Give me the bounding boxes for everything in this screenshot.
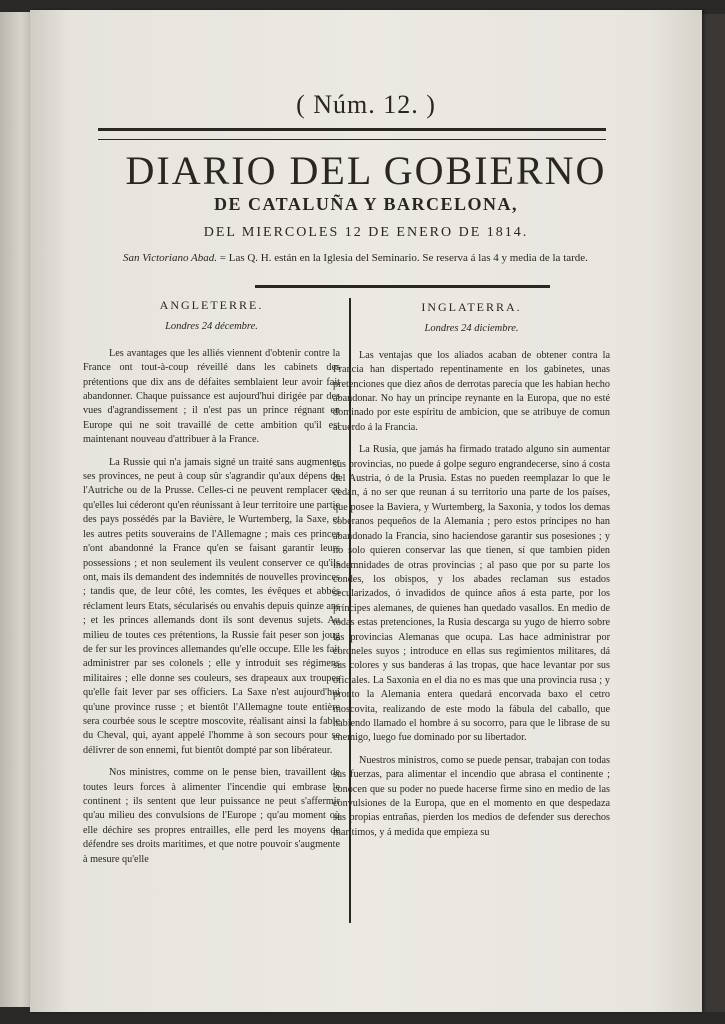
spanish-paragraph: Nuestros ministros, como se puede pensar, trabajan con todas sus fuerzas, para alimentar el incendio que abrasa el continente ; conocen que su poder no puede hacerse firme sino en medio de las convulsiones de la Europa, que en el momento en que despedaza sus propias entrañas, pierden los medios de defender sus derechos marítimos, y á medida que empieza su bbox=[333, 754, 610, 838]
french-paragraph: La Russie qui n'a jamais signé un traité sans augmenter ses provinces, ne peut à coup sûr s'agrandir qu'aux dépens de l'Autriche ou de la Prusse. Celles-ci ne peuvent remplacer ce qu'elles lui céderont qu'en réunissant à leur territoire une partie des pays possédés par la Bavière, le Wurtemberg, la Saxe, et les autres petits souverains de l'Allemagne ; mais ces princes n'ont abandonné la France qu'en se faisant garantir leurs possessions ; et non seulement ils veulent conserver ce qu'ils ont, mais ils demandent des indemnités de nouvelles provinces ; tandis que, de leur côté, les comtes, les évêques et abbés réclament leurs Etats, sécularisés ou envahis depuis quinze ans ; et les princes allemands dont ils sont devenus sujets. Au milieu de toutes ces prétentions, la Russie fait peser son joug de fer sur les provinces allemandes qu'elle occupe. Elle les fait administrer par ses colonels ; elle y introduit ses régimens militaires ; elle donne ses couleurs, ses drapeaux aux troupes qu'elle fait lever par ses officiers. La Saxe n'est aujourd'hui qu'une province russe ; et bientôt l'Allemagne toute entière sera courbée sous le sceptre moscovite, réalisant ainsi la fable du Cheval, qui, ayant appelé l'homme à son secours pour se délivrer de son ennemi, fut bientôt dompté par son libérateur. bbox=[83, 456, 340, 756]
french-paragraph: Nos ministres, comme on le pense bien, travaillent de toutes leurs forces à alimenter l'incendie qui embrase le continent ; ils sentent que leur puissance ne peut s'affermir qu'au milieu des convulsions de l'Europe ; qu'au moment où elle déchire ses propres entrailles, elle perd les moyens de défendre ses droits maritimes, et que notre pouvoir s'augmente à mesure qu'elle bbox=[83, 767, 340, 865]
masthead-title: DIARIO DEL GOBIERNO bbox=[125, 148, 607, 193]
spanish-paragraph: La Rusia, que jamás ha firmado tratado alguno sin aumentar sus provincias, no puede á golpe seguro engrandecerse, sino á costa del Austria, ó de la Prusia. Estas no pueden reemplazar lo que le cedan, á no ser que reunan á su territorio una parte de los países, que posee la Baviera, y Wurtemberg, la Saxonia, y todos los demas soberanos pequeños de la Alemania ; pero estos príncipes no han abandonado la Francia, sino haciendose garantir sus posesiones ; y no solo quieren conservar las que tienen, sí que tambien piden indemnidades de otras provincias ; al paso que por su parte los condes, los obispos, y los abades reclaman sus estados secularizados, ó invadidos de quince años á esta parte, por los príncipes alemanes, de quienes han quedado vasallos. En medio de todas estas pretenciones, la Rusia descarga su yugo de hierro sobre las provincias Alemanas que ocupa. Las hace administrar por coroneles suyos ; introduce en ellas sus regimientos militares, dá sus colores y sus banderas á las tropas, que hace levantar por sus oficiales. La Saxonia en el dia no es mas que una provincia rusa ; y pronto la Alemania entera quedará encorvada baxo el cetro moscovita, realizando de este modo la fábula del caballo, que habiendo llamado el hombre á su socorro, para que le librase de su enemigo, luego fue dominado por su libertador. bbox=[333, 444, 610, 744]
newspaper-page bbox=[30, 10, 702, 1012]
french-column bbox=[83, 298, 340, 938]
masthead-subtitle: DE CATALUÑA Y BARCELONA, bbox=[213, 194, 519, 214]
french-date: Londres 24 décembre. bbox=[165, 321, 258, 333]
saint-notice-text: = Las Q. H. están en la Iglesia del Seminario. Se reserva á las 4 y media de la tarde. bbox=[217, 252, 588, 264]
saint-name: San Victoriano Abad. bbox=[123, 252, 218, 264]
saint-notice bbox=[95, 251, 607, 265]
spanish-date: Londres 24 diciembre. bbox=[424, 323, 519, 335]
top-double-rule bbox=[98, 128, 606, 140]
spanish-paragraph: Las ventajas que los aliados acaban de obtener contra la Francia han dispertado repentinamente en los gabinetes, unas pretenciones que diez años de derrotas parecía que les habian hecho abandonar. No hay un príncipe reynante en la Europa, que no esté dominado por este espíritu de ambicion, que se atribuye de comun acuerdo á la Francia. bbox=[333, 349, 610, 433]
french-heading: ANGLETERRE. bbox=[159, 298, 264, 312]
spanish-heading: INGLATERRA. bbox=[421, 300, 522, 314]
section-rule bbox=[255, 285, 550, 288]
issue-number: ( Núm. 12. ) bbox=[296, 90, 436, 119]
french-paragraph: Les avantages que les alliés viennent d'obtenir contre la France ont tout-à-coup réveillé dans les cabinets des prétentions que dix ans de défaites semblaient leur avoir fait abandonner. Chaque puissance est aujourd'hui dirigée par des vues d'agrandissement ; il n'est pas un prince régnant en Europe qui ne soit travaillé de cette ambition qu'il est maintenant nouveau d'attribuer à la France. bbox=[83, 347, 340, 446]
previous-page-edge bbox=[0, 12, 30, 1007]
spanish-column bbox=[333, 300, 610, 935]
dateline: DEL MIERCOLES 12 DE ENERO DE 1814. bbox=[203, 225, 529, 240]
book-edge bbox=[702, 14, 725, 1012]
